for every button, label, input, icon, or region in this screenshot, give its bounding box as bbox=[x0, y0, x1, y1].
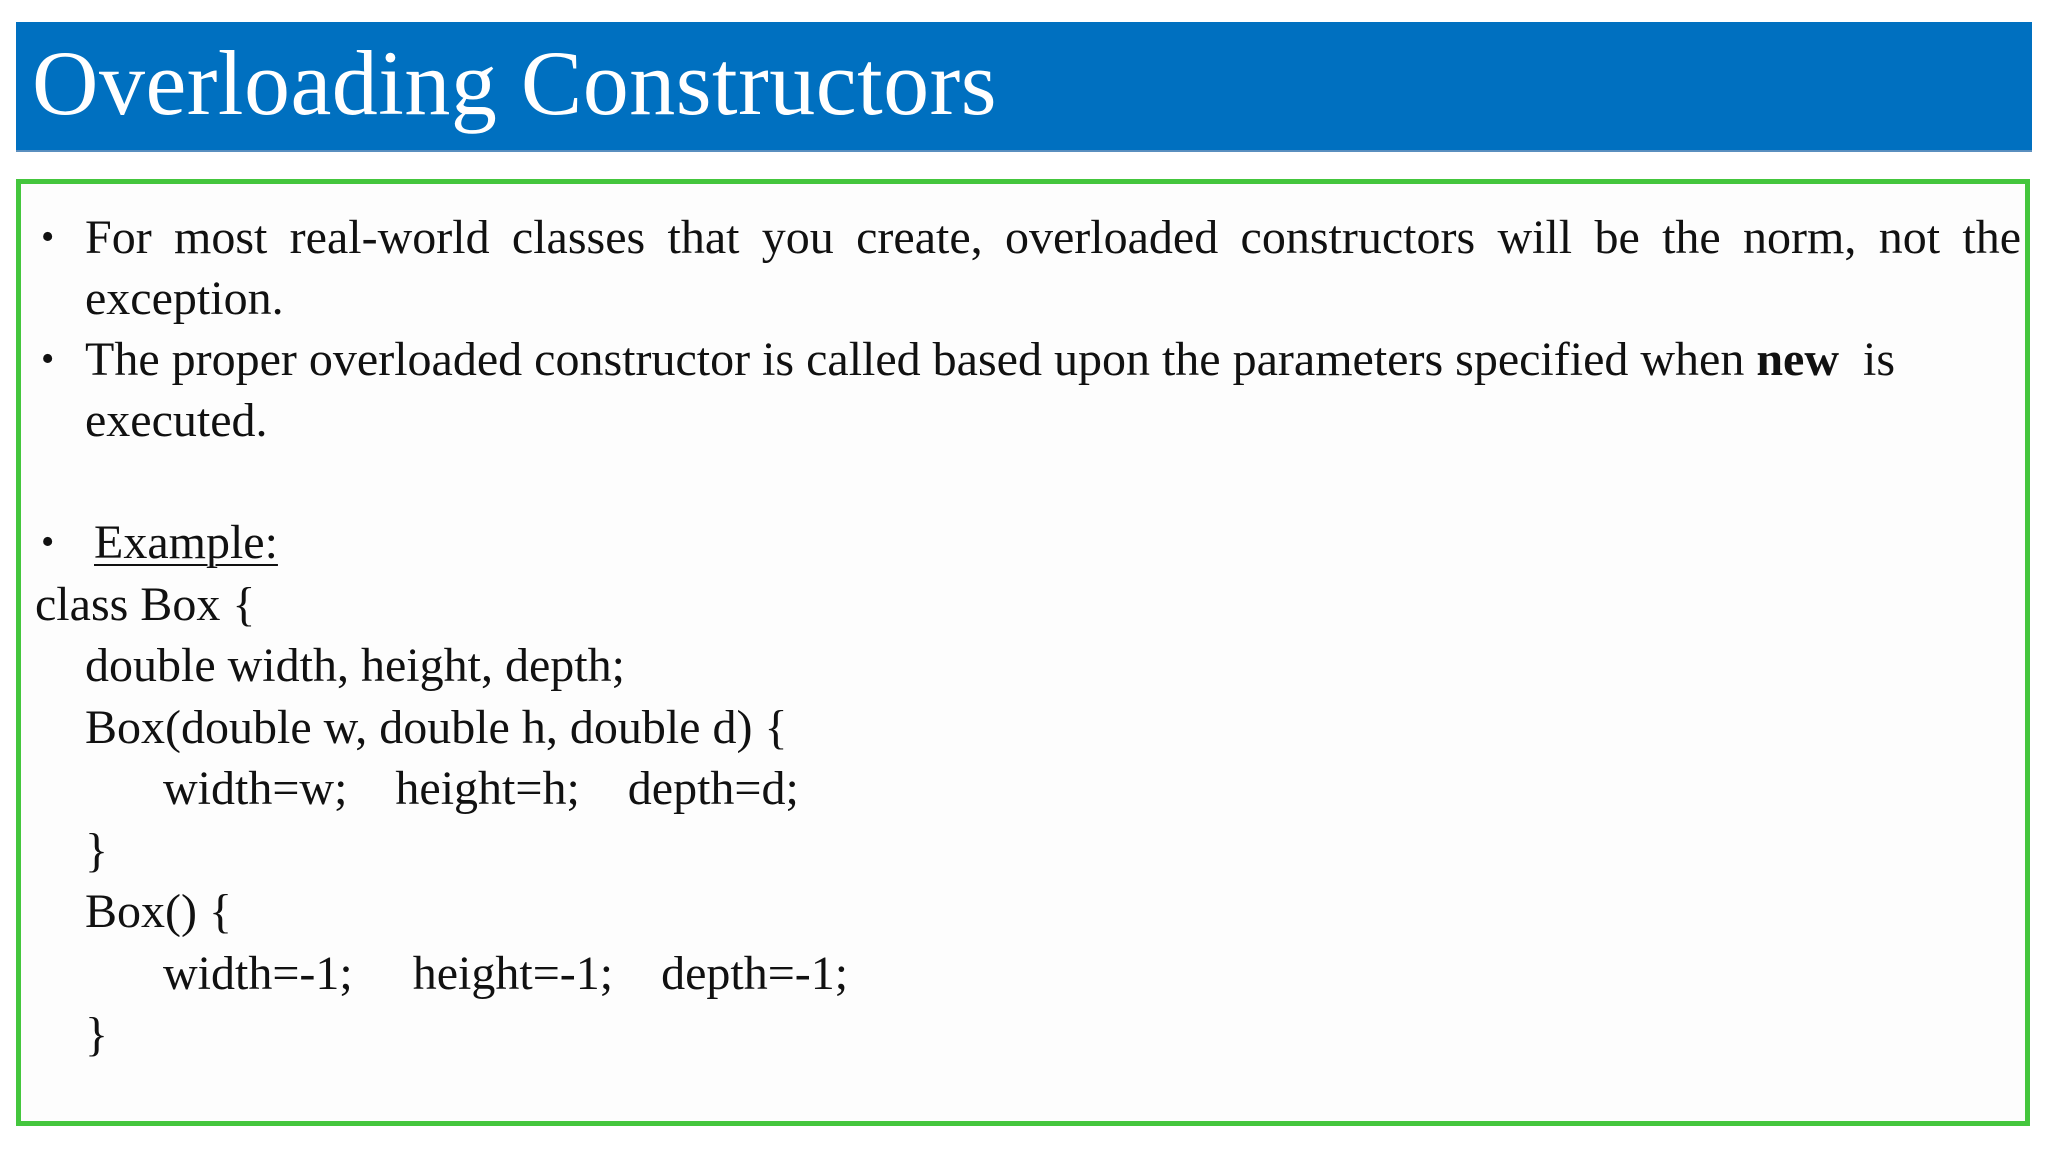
example-label: Example: bbox=[94, 516, 278, 569]
bullet-marker: • bbox=[41, 521, 55, 563]
code-line-default-constructor: Box() { bbox=[85, 885, 233, 938]
code-line-constructor-params: Box(double w, double h, double d) { bbox=[85, 701, 788, 754]
bullet-text-line2: executed. bbox=[85, 394, 268, 447]
bullet-marker: • bbox=[41, 338, 55, 380]
bullet-line bbox=[85, 329, 2021, 390]
bullet-marker: • bbox=[41, 216, 55, 258]
title-bar bbox=[16, 22, 2032, 152]
code-line-close-brace: } bbox=[85, 824, 109, 877]
code-line-assign-defaults: width=-1; height=-1; depth=-1; bbox=[163, 947, 849, 1000]
bullet-text-after-keyword: is bbox=[1863, 333, 1896, 386]
code-line-fields: double width, height, depth; bbox=[85, 639, 625, 692]
slide-title: Overloading Constructors bbox=[32, 32, 998, 134]
bullet-text-before-keyword: The proper overloaded constructor is called based upon the parameters specified when bbox=[85, 333, 1745, 386]
content-box bbox=[16, 179, 2030, 1126]
bullet-item-example bbox=[94, 512, 278, 573]
keyword-new: new bbox=[1756, 333, 1840, 386]
bullet-item-constructor-called bbox=[85, 329, 2021, 451]
code-line-close-brace: } bbox=[85, 1008, 109, 1061]
code-line-class-declaration: class Box { bbox=[35, 578, 256, 631]
code-line-assign-params: width=w; height=h; depth=d; bbox=[163, 762, 799, 815]
bullet-item-overloaded-norm: For most real-world classes that you create, overloaded constructors will be the norm, not the exception. bbox=[85, 211, 2021, 325]
